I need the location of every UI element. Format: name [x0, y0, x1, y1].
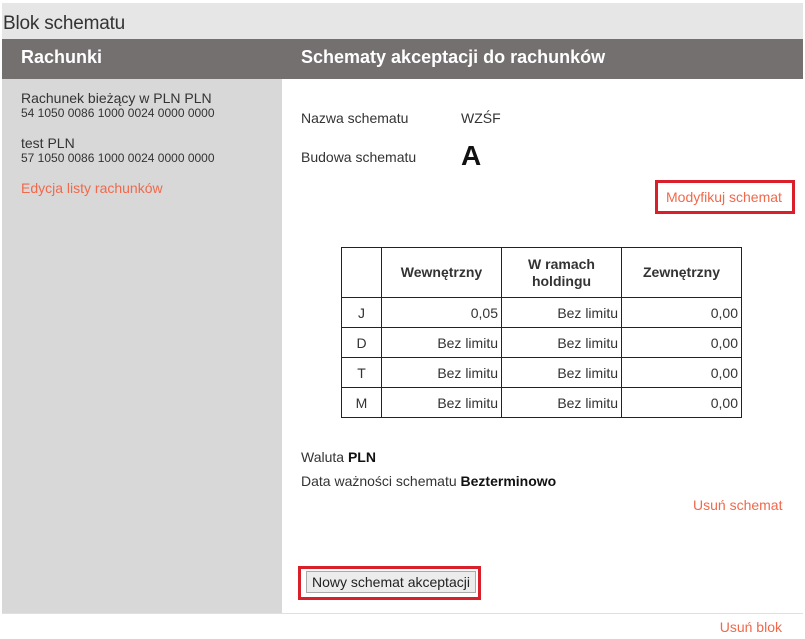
- cell-holding: Bez limitu: [502, 358, 622, 388]
- account-name: Rachunek bieżący w PLN PLN: [21, 90, 212, 106]
- schemes-header: Schematy akceptacji do rachunków: [301, 47, 606, 67]
- account-number: 57 1050 0086 1000 0024 0000 0000: [21, 151, 215, 165]
- currency-value: PLN: [347, 449, 376, 465]
- table-row: [342, 328, 742, 358]
- scheme-structure-label: Budowa schematu: [301, 149, 417, 165]
- table-row: [342, 298, 742, 328]
- table-header-empty: [342, 248, 382, 298]
- row-key: T: [342, 358, 382, 388]
- cell-internal: Bez limitu: [382, 388, 502, 418]
- validity-line: [301, 473, 556, 489]
- scheme-name-label: Nazwa schematu: [301, 110, 409, 126]
- new-scheme-button[interactable]: Nowy schemat akceptacji: [306, 571, 476, 593]
- table-header-holding: W ramach holdingu: [502, 248, 622, 298]
- table-header-external: Zewnętrzny: [622, 248, 742, 298]
- account-item: [21, 135, 215, 166]
- cell-internal: 0,05: [382, 298, 502, 328]
- table-header-row: [342, 248, 742, 298]
- remove-block-link[interactable]: Usuń blok: [719, 619, 782, 635]
- account-name: test PLN: [21, 135, 75, 151]
- cell-holding: Bez limitu: [502, 298, 622, 328]
- cell-internal: Bez limitu: [382, 358, 502, 388]
- currency-line: [301, 449, 376, 465]
- scheme-structure-value: A: [461, 140, 482, 171]
- header-bar: [2, 39, 803, 79]
- divider: [2, 613, 803, 614]
- table-header-internal: Wewnętrzny: [382, 248, 502, 298]
- remove-scheme-link[interactable]: Usuń schemat: [693, 497, 783, 513]
- currency-label: Waluta: [301, 449, 345, 465]
- accounts-sidebar: [2, 79, 282, 613]
- page-title: Blok schematu: [2, 3, 803, 39]
- edit-accounts-link[interactable]: Edycja listy rachunków: [21, 180, 163, 196]
- validity-label: Data ważności schematu: [301, 473, 457, 489]
- cell-external: 0,00: [622, 298, 742, 328]
- cell-external: 0,00: [622, 388, 742, 418]
- table-row: [342, 388, 742, 418]
- modify-scheme-link[interactable]: Modyfikuj schemat: [666, 189, 782, 205]
- cell-holding: Bez limitu: [502, 388, 622, 418]
- account-item: [21, 90, 215, 121]
- scheme-name-value: WZŚF: [461, 110, 501, 126]
- cell-external: 0,00: [622, 328, 742, 358]
- row-key: D: [342, 328, 382, 358]
- row-key: J: [342, 298, 382, 328]
- row-key: M: [342, 388, 382, 418]
- accounts-header: Rachunki: [21, 47, 103, 67]
- cell-internal: Bez limitu: [382, 328, 502, 358]
- limits-table: [341, 247, 742, 418]
- cell-external: 0,00: [622, 358, 742, 388]
- validity-value: Bezterminowo: [460, 473, 557, 489]
- account-number: 54 1050 0086 1000 0024 0000 0000: [21, 106, 215, 120]
- table-row: [342, 358, 742, 388]
- cell-holding: Bez limitu: [502, 328, 622, 358]
